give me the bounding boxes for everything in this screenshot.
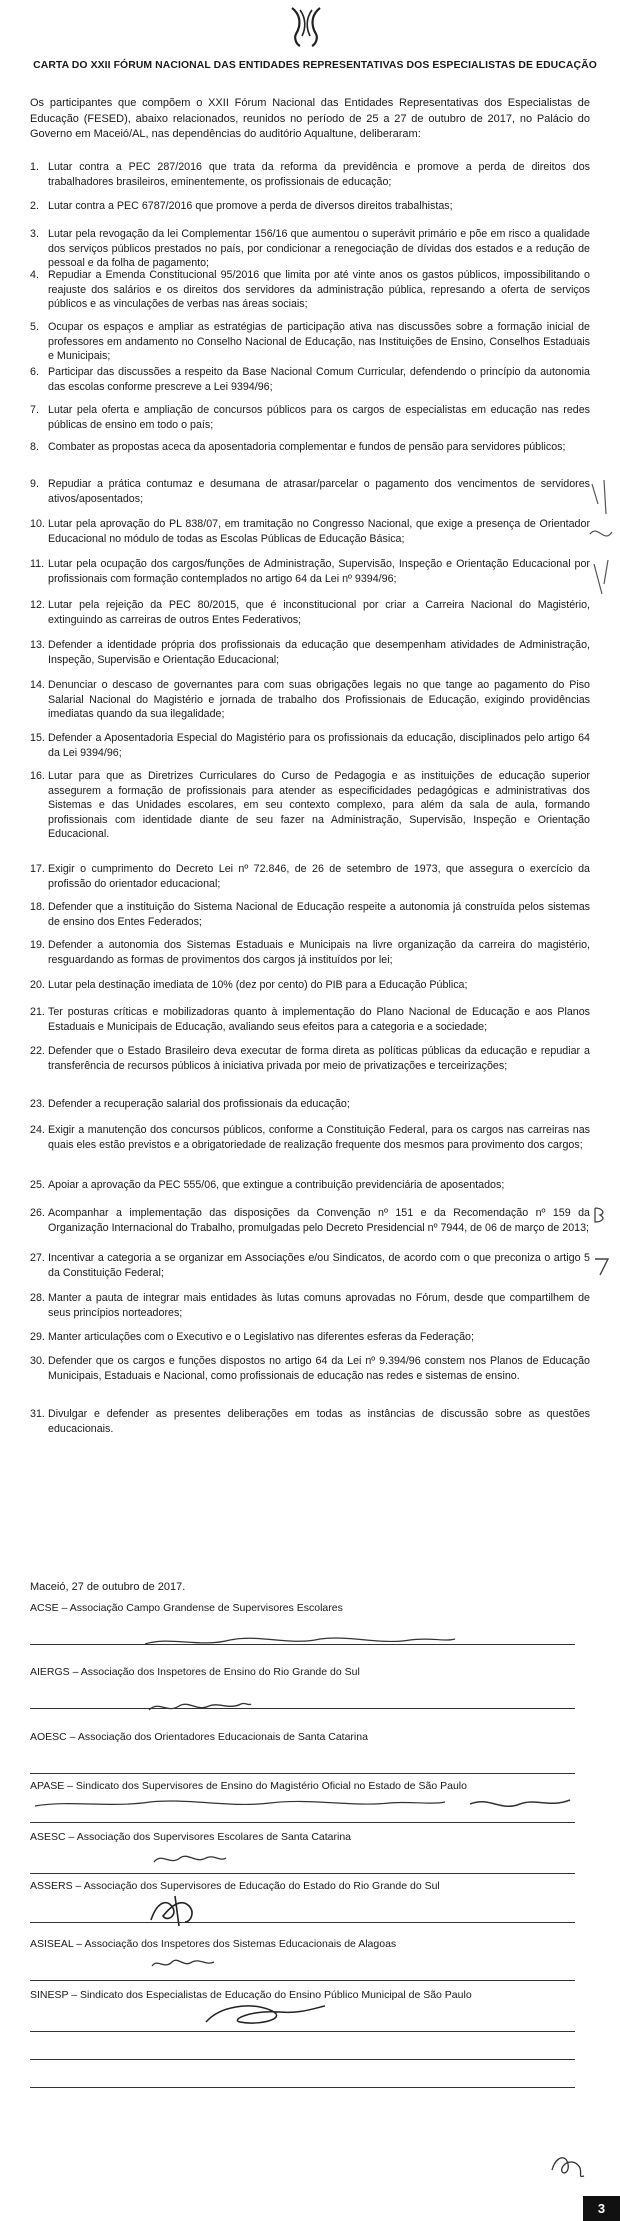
association-signature-block <box>30 1666 590 1678</box>
deliberation-item <box>30 1251 590 1280</box>
item-number: 1. <box>30 161 39 173</box>
signature-line <box>30 2087 575 2088</box>
association-name: SINESP – Sindicato dos Especialistas de Educação do Ensino Público Municipal de São Paulo <box>30 1989 472 2001</box>
association-signature-block <box>30 1831 590 1843</box>
item-number: 17. <box>30 863 45 875</box>
signature-line <box>30 1980 575 1981</box>
association-name: ACSE – Associação Campo Grandense de Supervisores Escolares <box>30 1602 343 1614</box>
deliberation-item <box>30 1291 590 1320</box>
item-text: Lutar pela oferta e ampliação de concursos públicos para os cargos de especialistas em educação nas redes públicas de ensino em todo o país; <box>48 404 590 431</box>
item-number: 29. <box>30 1331 45 1343</box>
deliberation-item <box>30 1097 590 1112</box>
item-text: Ter posturas críticas e mobilizadoras quanto à implementação do Plano Nacional de Educação e aos Planos Estaduais e Municipais de Educação, avaliando seus efeitos para a categoria e a sociedade; <box>48 1006 590 1033</box>
item-number: 3. <box>30 228 39 240</box>
signature-asiseal <box>148 1952 218 1974</box>
deliberation-item <box>30 862 590 891</box>
signature-sinesp <box>200 2000 330 2030</box>
item-number: 18. <box>30 901 45 913</box>
item-number: 30. <box>30 1355 45 1367</box>
item-number: 8. <box>30 441 39 453</box>
item-number: 5. <box>30 321 39 333</box>
item-text: Participar das discussões a respeito da Base Nacional Comum Curricular, defendendo o princípio da autonomia das escolas conforme prescreve a Lei 9394/96; <box>48 366 590 393</box>
association-signature-block <box>30 1780 590 1792</box>
deliberation-item <box>30 938 590 967</box>
deliberation-item <box>30 1330 590 1345</box>
item-number: 16. <box>30 770 45 782</box>
margin-marks <box>584 474 620 604</box>
deliberation-item <box>30 557 590 586</box>
association-name: AOESC – Associação dos Orientadores Educacionais de Santa Catarina <box>30 1731 368 1743</box>
deliberation-item <box>30 1407 590 1436</box>
item-number: 12. <box>30 599 45 611</box>
association-name: ASISEAL – Associação dos Inspetores dos Sistemas Educacionais de Alagoas <box>30 1938 397 1950</box>
fesed-logo-icon <box>286 4 326 48</box>
deliberation-item <box>30 199 590 214</box>
page-number: 3 <box>583 2196 620 2221</box>
item-text: Defender a recuperação salarial dos profissionais da educação; <box>48 1098 350 1110</box>
item-text: Lutar contra a PEC 287/2016 que trata da reforma da previdência e promove a perda de direitos dos trabalhadores brasileiros, eminentemente, os profissionais de educação; <box>48 161 590 188</box>
date-line: Maceió, 27 de outubro de 2017. <box>30 1581 186 1593</box>
item-text: Lutar pela ocupação dos cargos/funções de Administração, Supervisão, Inspeção e Orientação Educacional por profissionais com formação contemplados no artigo 64 da Lei nº 9394/96; <box>48 558 590 585</box>
item-number: 27. <box>30 1252 45 1264</box>
item-number: 6. <box>30 366 39 378</box>
signature-aiergs <box>145 1694 255 1718</box>
signature-line <box>30 1708 575 1709</box>
item-text: Apoiar a aprovação da PEC 555/06, que extingue a contribuição previdenciária de aposentados; <box>48 1179 505 1191</box>
deliberation-item <box>30 477 590 506</box>
deliberation-item <box>30 320 590 364</box>
signature-apase <box>30 1792 580 1816</box>
item-text: Defender que os cargos e funções dispostos no artigo 64 da Lei nº 9.394/96 constem nos Planos de Educação Municipais, Estaduais e Nacional, como profissionais de educação nas redes e sistemas de ensino. <box>48 1355 590 1382</box>
deliberation-item <box>30 1178 590 1193</box>
signature-line <box>30 1873 575 1874</box>
item-number: 24. <box>30 1124 45 1136</box>
item-text: Defender a identidade própria dos profissionais da educação que desempenham atividades de Administração, Inspeção, Supervisão e Orientação Educacional; <box>48 639 590 666</box>
item-text: Lutar pela rejeição da PEC 80/2015, que é inconstitucional por criar a Carreira Nacional do Magistério, extinguindo as carreiras de outros Entes Federativos; <box>48 599 590 626</box>
item-text: Exigir a manutenção dos concursos públicos, conforme a Constituição Federal, para os cargos nas carreiras nas quais eles estão previstos e a obrigatoriedade de realização frequente dos mesmos para provimento dos cargos; <box>48 1124 590 1151</box>
association-signature-block <box>30 1880 590 1892</box>
association-signature-block <box>30 1938 590 1950</box>
margin-mark-7 <box>592 1255 612 1277</box>
item-number: 19. <box>30 939 45 951</box>
deliberation-item <box>30 517 590 546</box>
signature-asesc <box>150 1848 230 1870</box>
item-text: Defender que a instituição do Sistema Nacional de Educação respeite a autonomia já construída pelos sistemas de ensino dos Entes Federados; <box>48 901 590 928</box>
item-text: Incentivar a categoria a se organizar em Associações e/ou Sindicatos, de acordo com o que preconiza o artigo 5 da Constituição Federal; <box>48 1252 590 1279</box>
item-text: Combater as propostas aceca da aposentadoria complementar e fundos de pensão para servidores públicos; <box>48 441 566 453</box>
association-name: AIERGS – Associação dos Inspetores de Ensino do Rio Grande do Sul <box>30 1666 360 1678</box>
item-text: Lutar para que as Diretrizes Curriculares do Curso de Pedagogia e as instituições de educação superior assegurem a formação de profissionais para atender as especificidades pedagógicas e administrativas dos Sistemas e das Unidades escolares, em seu contexto complexo, para além da sala de aula, formando profissionais com identidade diante de seu fazer na Administração, Supervisão, Inspeção e Orientação Educacional. <box>48 770 590 840</box>
signature-assers <box>145 1892 205 1928</box>
signature-line <box>30 2059 575 2060</box>
item-text: Denunciar o descaso de governantes para com suas obrigações legais no que tange ao pagamento do Piso Salarial Nacional do Magistério e jornada de trabalho dos Profissionais de Educação, exigindo providências imediatas quando da sua ilegalidade; <box>48 679 590 720</box>
deliberation-item <box>30 731 590 760</box>
signature-line <box>30 1922 575 1923</box>
item-text: Acompanhar a implementação das disposições da Convenção nº 151 e da Recomendação nº 159 da Organização Internacional do Trabalho, promulgadas pelo Decreto Presidencial nº 7944, de 06 de março de 2013; <box>48 1207 590 1234</box>
deliberation-item <box>30 227 590 271</box>
item-number: 15. <box>30 732 45 744</box>
deliberation-item <box>30 365 590 394</box>
deliberation-item <box>30 1354 590 1383</box>
signature-line <box>30 1773 575 1774</box>
deliberation-item <box>30 1123 590 1152</box>
item-number: 26. <box>30 1207 45 1219</box>
item-number: 7. <box>30 404 39 416</box>
association-name: ASESC – Associação dos Supervisores Escolares de Santa Catarina <box>30 1831 352 1843</box>
deliberation-item <box>30 978 590 993</box>
item-text: Exigir o cumprimento do Decreto Lei nº 72.846, de 26 de setembro de 1973, que assegura o exercício da profissão do orientador educacional; <box>48 863 590 890</box>
item-text: Divulgar e defender as presentes deliberações em todas as instâncias de discussão sobre as questões educacionais. <box>48 1408 590 1435</box>
signature-line <box>30 2031 575 2032</box>
item-text: Manter articulações com o Executivo e o Legislativo nas diferentes esferas da Federação; <box>48 1331 474 1343</box>
item-number: 11. <box>30 558 45 570</box>
association-signature-block <box>30 1731 590 1743</box>
item-number: 4. <box>30 269 39 281</box>
item-text: Lutar pela aprovação do PL 838/07, em tramitação no Congresso Nacional, que exige a presença de Orientador Educacional no módulo de todas as Escolas Públicas de Educação Básica; <box>48 518 590 545</box>
item-text: Ocupar os espaços e ampliar as estratégias de participação ativa nas discussões sobre a formação inicial de professores em andamento no Conselho Nacional de Educação, nas Instituições de Ensino, Conselhos Estaduais e Municipais; <box>48 321 590 362</box>
item-text: Manter a pauta de integrar mais entidades às lutas comuns aprovadas no Fórum, desde que compartilhem de seus princípios norteadores; <box>48 1292 590 1319</box>
item-number: 21. <box>30 1006 45 1018</box>
deliberation-item <box>30 1206 590 1235</box>
signature-acse <box>140 1630 460 1652</box>
signature-bottom-right <box>548 2150 588 2184</box>
item-number: 23. <box>30 1098 45 1110</box>
deliberation-item <box>30 598 590 627</box>
association-name: ASSERS – Associação dos Supervisores de Educação do Estado do Rio Grande do Sul <box>30 1880 440 1892</box>
item-text: Defender a autonomia dos Sistemas Estaduais e Municipais na livre organização da carreira do magistério, resguardando as formas de provimentos dos cargos já instituídos por lei; <box>48 939 590 966</box>
association-name: APASE – Sindicato dos Supervisores de Ensino do Magistério Oficial no Estado de São Paulo <box>30 1780 467 1792</box>
item-number: 25. <box>30 1179 45 1191</box>
item-text: Repudiar a prática contumaz e desumana de atrasar/parcelar o pagamento dos vencimentos de servidores ativos/aposentados; <box>48 478 590 505</box>
deliberation-item <box>30 769 590 842</box>
deliberation-item <box>30 268 590 312</box>
item-number: 9. <box>30 478 39 490</box>
item-number: 20. <box>30 979 45 991</box>
deliberation-item <box>30 638 590 667</box>
margin-mark-b <box>590 1205 610 1225</box>
item-number: 22. <box>30 1045 45 1057</box>
item-number: 31. <box>30 1408 45 1420</box>
page-title: CARTA DO XXII FÓRUM NACIONAL DAS ENTIDADES REPRESENTATIVAS DOS ESPECIALISTAS DE EDUCAÇÃO <box>33 60 597 71</box>
item-number: 14. <box>30 679 45 691</box>
deliberation-item <box>30 440 590 455</box>
item-number: 10. <box>30 518 45 530</box>
item-text: Lutar pela revogação da lei Complementar 156/16 que aumentou o superávit primário e põe em risco a qualidade dos serviços públicos prestados no país, por condicionar a renegociação de dívidas dos estados e a redução de pessoal e da folha de pagamento; <box>48 228 590 269</box>
item-text: Lutar pela destinação imediata de 10% (dez por cento) do PIB para a Educação Pública; <box>48 979 468 991</box>
item-text: Defender a Aposentadoria Especial do Magistério para os profissionais da educação, disciplinados pelo artigo 64 da Lei 9394/96; <box>48 732 590 759</box>
signature-line <box>30 1822 575 1823</box>
deliberation-item <box>30 1044 590 1073</box>
item-text: Defender que o Estado Brasileiro deva executar de forma direta as políticas públicas da educação e repudiar a transferência de recursos públicos à iniciativa privada por meio de privatizações e terceirizações; <box>48 1045 590 1072</box>
intro-paragraph: Os participantes que compõem o XXII Fórum Nacional das Entidades Representativas dos Especialistas de Educação (FESED), abaixo relacionados, reunidos no período de 25 a 27 de outubro de 2017, no Palácio do Governo em Maceió/AL, nas dependências do auditório Aqualtune, deliberaram: <box>30 97 590 140</box>
item-number: 2. <box>30 200 39 212</box>
deliberation-item <box>30 403 590 432</box>
association-signature-block <box>30 1602 590 1614</box>
item-number: 13. <box>30 639 45 651</box>
deliberation-item <box>30 900 590 929</box>
deliberation-item <box>30 160 590 189</box>
item-text: Repudiar a Emenda Constitucional 95/2016 que limita por até vinte anos os gastos públicos, impossibilitando o reajuste dos salários e os direitos dos servidores da administração pública, represando a oferta de serviços públicos e as vinculações de verbas nas áreas sociais; <box>48 269 590 310</box>
deliberation-item <box>30 678 590 722</box>
item-text: Lutar contra a PEC 6787/2016 que promove a perda de diversos direitos trabalhistas; <box>48 200 453 212</box>
deliberation-item <box>30 1005 590 1034</box>
item-number: 28. <box>30 1292 45 1304</box>
